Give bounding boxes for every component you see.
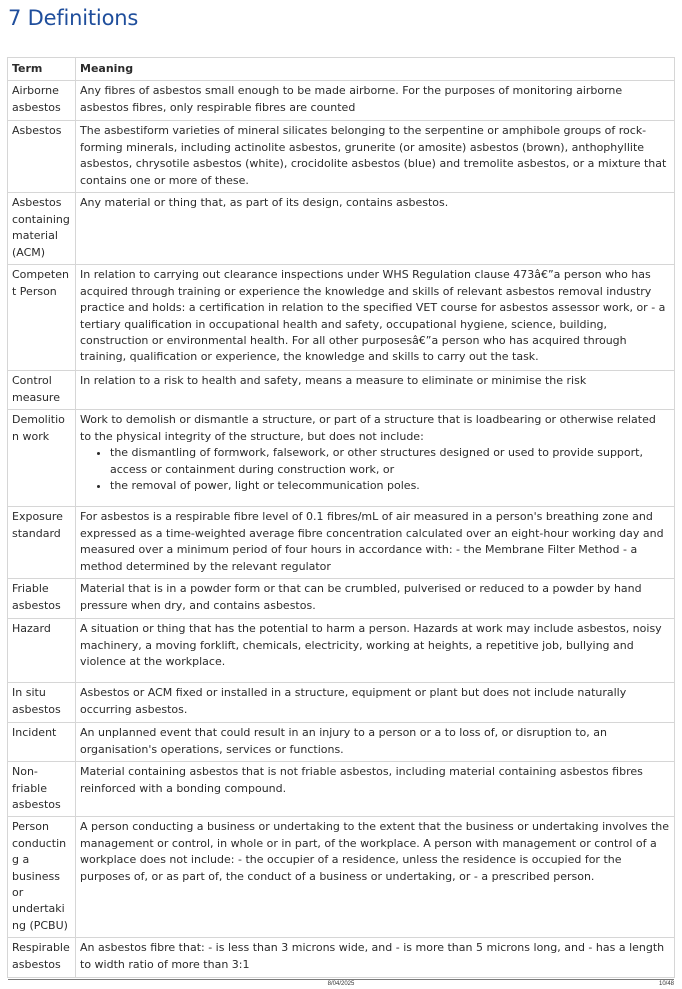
term-cell: Control measure [8,371,76,410]
meaning-cell: Material that is in a powder form or that can be crumbled, pulverised or reduced to a powder by hand pressure when dry, and contains asbestos. [76,579,675,619]
table-row [8,193,675,265]
term-cell: Asbestos [8,121,76,193]
meaning-cell: In relation to carrying out clearance inspections under WHS Regulation clause 473â€”a person who has acquired through training or experience the knowledge and skills of relevant asbestos removal industry practice and holds: a certification in relation to the specified VET course for asbestos assessor work, or - a tertiary qualification in occupational health and safety, occupational hygiene, science, building, construction or environmental health. For all other purposesâ€”a person who has acquired through training, qualification or experience, the knowledge and skills to carry out the task. [76,265,675,371]
table-row [8,938,675,978]
table-header-row [8,58,675,81]
meaning-cell: An unplanned event that could result in an injury to a person or a to loss of, or disruption to, an organisation's operations, services or functions. [76,723,675,762]
term-cell: Incident [8,723,76,762]
table-row [8,619,675,683]
list-item: • the dismantling of formwork, falsework, or other structures designed or used to provide support, access or containment during construction work, or [110,445,670,478]
meaning-cell: A situation or thing that has the potential to harm a person. Hazards at work may include asbestos, noisy machinery, a moving forklift, chemicals, electricity, working at heights, a repetitive job, bullying and violence at the workplace. [76,619,675,683]
meaning-cell: Any material or thing that, as part of its design, contains asbestos. [76,193,675,265]
page-title: 7 Definitions [8,6,139,30]
table-row [8,683,675,723]
table-row [8,371,675,410]
column-header-term: Term [8,58,76,81]
term-cell: Hazard [8,619,76,683]
footer-page-number: 10/48 [658,981,674,987]
table-row [8,265,675,371]
table-row [8,121,675,193]
meaning-cell [76,410,675,507]
table-row [8,723,675,762]
table-row [8,817,675,938]
table-row [8,507,675,579]
table-row [8,81,675,121]
table-row [8,410,675,507]
term-cell: Asbestos containing material (ACM) [8,193,76,265]
footer-divider [8,979,674,980]
meaning-cell: Asbestos or ACM fixed or installed in a structure, equipment or plant but does not include naturally occurring asbestos. [76,683,675,723]
list-item: • the removal of power, light or telecommunication poles. [110,478,670,494]
term-cell: In situ asbestos [8,683,76,723]
term-cell: Competent Person [8,265,76,371]
meaning-cell: Material containing asbestos that is not friable asbestos, including material containing asbestos fibres reinforced with a bonding compound. [76,762,675,817]
meaning-cell: An asbestos fibre that: - is less than 3 microns wide, and - is more than 5 microns long, and - has a length to width ratio of more than 3:1 [76,938,675,978]
term-cell: Airborne asbestos [8,81,76,121]
term-cell: Exposure standard [8,507,76,579]
meaning-cell: For asbestos is a respirable fibre level of 0.1 fibres/mL of air measured in a person's breathing zone and expressed as a time-weighted average fibre concentration calculated over an eight-hour working day and measured over a minimum period of four hours in accordance with: - the Membrane Filter Method - a method determined by the relevant regulator [76,507,675,579]
column-header-meaning: Meaning [76,58,675,81]
meaning-cell: The asbestiform varieties of mineral silicates belonging to the serpentine or amphibole groups of rock-forming minerals, including actinolite asbestos, grunerite (or amosite) asbestos (brown), anthophyllite asbestos, chrysotile asbestos (white), crocidolite asbestos (blue) and tremolite asbestos, or a mixture that contains one or more of these. [76,121,675,193]
meaning-text: Work to demolish or dismantle a structure, or part of a structure that is loadbearing or otherwise related to the physical integrity of the structure, but does not include: [80,413,656,443]
meaning-cell: In relation to a risk to health and safety, means a measure to eliminate or minimise the risk [76,371,675,410]
term-cell: Friable asbestos [8,579,76,619]
meaning-cell: Any fibres of asbestos small enough to be made airborne. For the purposes of monitoring airborne asbestos fibres, only respirable fibres are counted [76,81,675,121]
term-cell: Demolition work [8,410,76,507]
footer-date: 8/04/2025 [327,981,355,987]
term-cell: Non-friable asbestos [8,762,76,817]
term-cell: Respirable asbestos [8,938,76,978]
meaning-cell: A person conducting a business or undertaking to the extent that the business or undertaking involves the management or control, in whole or in part, of the workplace. A person with management or control of a workplace does not include: - the occupier of a residence, unless the residence is occupied for the purposes of, or as part of, the conduct of a business or undertaking, or - a prescribed person. [76,817,675,938]
table-row [8,579,675,619]
term-cell: Person conducting a business or undertaking (PCBU) [8,817,76,938]
bullet-list [80,445,670,494]
definitions-table [7,57,675,978]
table-row [8,762,675,817]
